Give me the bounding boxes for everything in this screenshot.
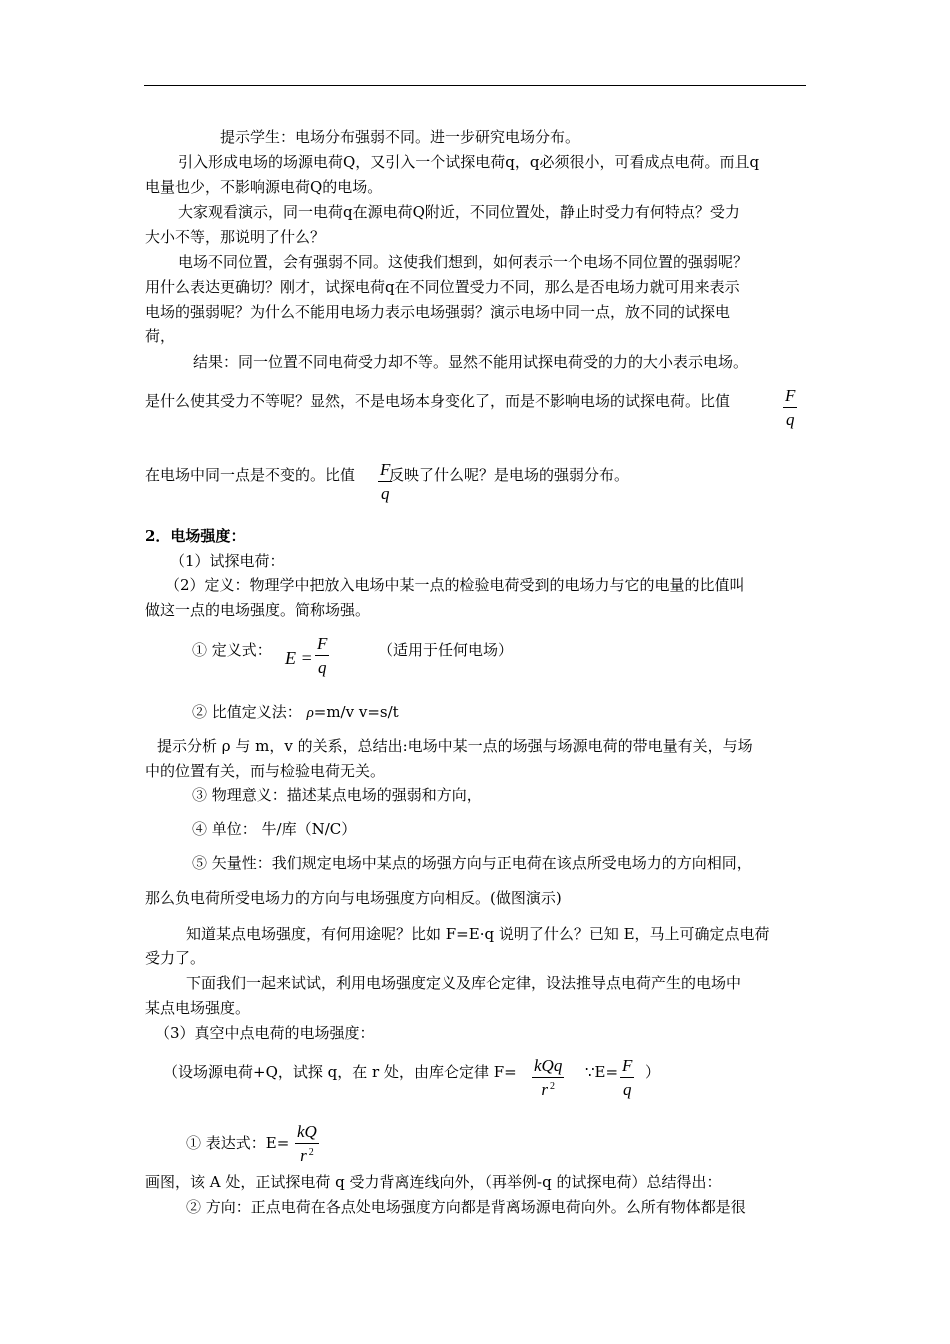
- item-point-charge-field: （3）真空中点电荷的电场强度：: [155, 1024, 375, 1042]
- paragraph-question-line4: 荷，: [145, 327, 176, 345]
- paragraph-constant-part1: 在电场中同一点是不变的。比值: [145, 466, 356, 484]
- derivation-line2: 某点电场强度。: [145, 999, 251, 1017]
- header-rule: [144, 85, 806, 86]
- fraction-denominator: q: [785, 410, 795, 429]
- fraction-numerator: F: [620, 1056, 634, 1078]
- section-heading: 2．电场强度：: [145, 527, 246, 545]
- derivation-line1: 下面我们一起来试试，利用电场强度定义及库仑定律，设法推导点电荷产生的电场中: [186, 974, 742, 992]
- paragraph-question-line3: 电场的强弱呢？为什么不能用电场力表示电场强弱？演示电场中同一点，放不同的试探电: [145, 303, 731, 321]
- expression-label: ① 表达式：E=: [186, 1134, 290, 1152]
- paragraph-demo-line2: 大小不等，那说明了什么？: [145, 228, 326, 246]
- item-test-charge: （1）试探电荷：: [170, 552, 285, 570]
- analysis-line1: 提示分析 ρ 与 m，v 的关系，总结出:电场中某一点的场强与场源电荷的带电量有关，与场: [157, 737, 753, 755]
- paragraph-question-line1: 电场不同位置，会有强弱不同。这使我们想到，如何表示一个电场不同位置的强弱呢？: [178, 253, 749, 271]
- unit: ④ 单位： 牛/库（N/C）: [192, 820, 357, 838]
- ratio-method: [192, 702, 399, 723]
- fraction-denominator: q: [317, 658, 327, 677]
- fraction-E-definition: [315, 634, 329, 678]
- direction: ② 方向：正点电荷在各点处电场强度方向都是背离场源电荷向外。么所有物体都是很: [186, 1198, 746, 1216]
- definition-formula-note: （适用于任何电场）: [378, 641, 514, 659]
- fraction-point-charge: [295, 1122, 319, 1166]
- ratio-method-examples: =m/v v=s/t: [313, 703, 399, 721]
- fraction-F-over-q-1: [783, 386, 797, 430]
- paragraph-constant-part2: 反映了什么呢？是电场的强弱分布。: [389, 466, 630, 484]
- ratio-method-rho: ρ: [306, 705, 314, 721]
- fraction-numerator: F: [315, 634, 329, 656]
- setup-close: ）: [645, 1063, 661, 1081]
- setup-text: （设场源电荷+Q，试探 q，在 r 处，由库仑定律 F=: [163, 1063, 517, 1081]
- analysis-line2: 中的位置有关，而与检验电荷无关。: [145, 762, 386, 780]
- fraction-F-over-q-2: [378, 460, 392, 504]
- paragraph-ratio: 是什么使其受力不等呢？显然，不是电场本身变化了，而是不影响电场的试探电荷。比值: [145, 392, 731, 410]
- definition-formula-E: E =: [285, 648, 313, 668]
- item-definition-line1: （2）定义：物理学中把放入电场中某一点的检验电荷受到的电场力与它的电量的比值叫: [165, 576, 745, 594]
- fraction-numerator: kQ: [295, 1122, 319, 1144]
- definition-formula-label: ① 定义式：: [192, 641, 272, 659]
- physical-meaning: ③ 物理意义：描述某点电场的强弱和方向，: [192, 786, 482, 804]
- fraction-denominator: [295, 1144, 319, 1166]
- ratio-method-label: ② 比值定义法：: [192, 703, 302, 721]
- fraction-denominator: q: [380, 484, 390, 503]
- vector-line1: ⑤ 矢量性：我们规定电场中某点的场强方向与正电荷在该点所受电场力的方向相同，: [192, 854, 752, 872]
- item-definition-line2: 做这一点的电场强度。简称场强。: [145, 601, 371, 619]
- fraction-coulomb: [532, 1056, 564, 1100]
- fraction-numerator: F: [378, 460, 392, 482]
- radius-symbol: r: [541, 1080, 548, 1099]
- radius-symbol: r: [300, 1146, 307, 1165]
- exponent: 2: [549, 1081, 555, 1092]
- fraction-denominator: q: [622, 1080, 632, 1099]
- paragraph-demo-line1: 大家观看演示，同一电荷q在源电荷Q附近，不同位置处，静止时受力有何特点？受力: [178, 203, 740, 221]
- usage-line1: 知道某点电场强度，有何用途呢？比如 F=E·q 说明了什么？已知 E，马上可确定点电荷: [186, 925, 770, 943]
- exponent: 2: [308, 1147, 314, 1158]
- setup-since: ∵E=: [585, 1063, 619, 1081]
- paragraph-intro-line1: 引入形成电场的场源电荷Q，又引入一个试探电荷q，q必须很小，可看成点电荷。而且q: [178, 153, 760, 171]
- drawing-note: 画图，该 A 处，正试探电荷 q 受力背离连线向外，（再举例-q 的试探电荷）总结得出：: [145, 1173, 722, 1191]
- usage-line2: 受力了。: [145, 949, 206, 967]
- paragraph-question-line2: 用什么表达更确切？刚才，试探电荷q在不同位置受力不同，那么是否电场力就可用来表示: [145, 278, 740, 296]
- fraction-E-F-q: [620, 1056, 634, 1100]
- vector-line2: 那么负电荷所受电场力的方向与电场强度方向相反。(做图演示): [145, 889, 562, 907]
- paragraph-result: 结果：同一位置不同电荷受力却不等。显然不能用试探电荷受的力的大小表示电场。: [193, 353, 749, 371]
- fraction-denominator: [532, 1078, 564, 1100]
- fraction-numerator: F: [783, 386, 797, 408]
- paragraph-hint: 提示学生：电场分布强弱不同。进一步研究电场分布。: [220, 128, 581, 146]
- fraction-numerator: kQq: [532, 1056, 564, 1078]
- paragraph-intro-line2: 电量也少，不影响源电荷Q的电场。: [145, 178, 383, 196]
